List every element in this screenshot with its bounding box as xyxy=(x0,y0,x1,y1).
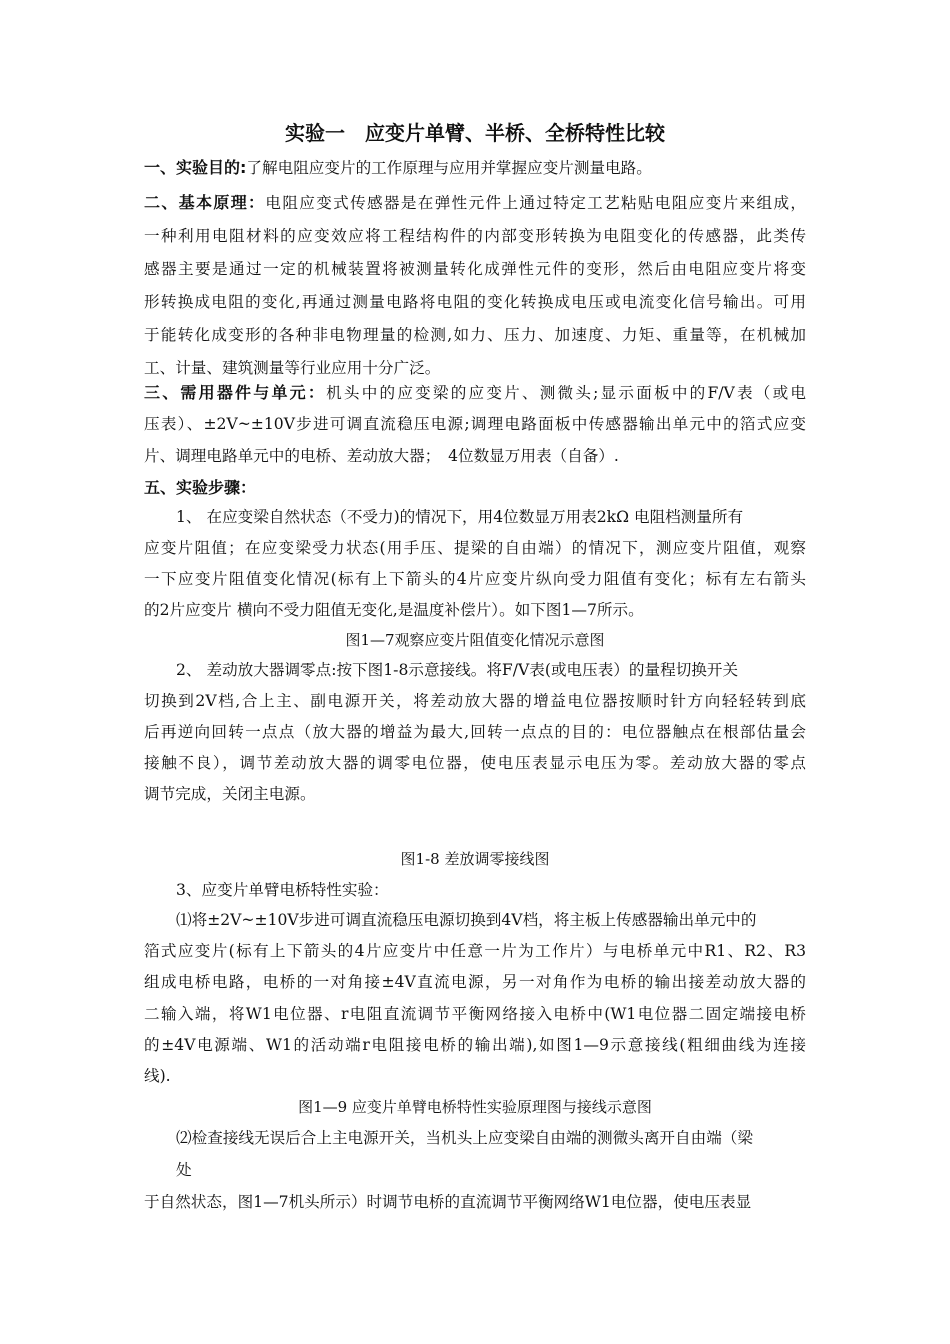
paragraph-line: 于自然状态，图1—7机头所示）时调节电桥的直流调节平衡网络W1电位器，使电压表显 xyxy=(144,1193,752,1211)
figure-caption: 图1—9 应变片单臂电桥特性实验原理图与接线示意图 xyxy=(298,1098,652,1116)
paragraph-line: 的2片应变片 横向不受力阻值无变化,是温度补偿片）。如下图1—7所示。 xyxy=(144,601,644,619)
paragraph-line: 2、 差动放大器调零点:按下图1-8示意接线。将F/V表(或电压表）的量程切换开关 xyxy=(176,661,739,679)
paragraph-line: 工、计量、建筑测量等行业应用十分广泛。 xyxy=(144,359,441,377)
paragraph-line: 箔式应变片(标有上下箭头的4片应变片中任意一片为工作片）与电桥单元中R1、R2、R3 xyxy=(144,942,806,960)
paragraph-line: 一种利用电阻材料的应变效应将工程结构件的内部变形转换为电阻变化的传感器，此类传 xyxy=(144,227,806,245)
equipment-text: 机头中的应变梁的应变片、测微头;显示面板中的F/V表（或电 xyxy=(326,384,806,402)
steps-heading: 五、实验步骤： xyxy=(144,478,257,497)
paragraph-line: 切换到2V档,合上主、副电源开关，将差动放大器的增益电位器按顺时针方向轻轻转到底 xyxy=(144,692,806,710)
objective-line xyxy=(144,158,652,178)
paragraph-line: 压表）、±2V~±10V步进可调直流稳压电源;调理电路面板中传感器输出单元中的箔式应变 xyxy=(144,415,806,433)
paragraph-line: 的±4V电源端、W1的活动端r电阻接电桥的输出端),如图1—9示意接线(粗细曲线为连接 xyxy=(144,1036,806,1054)
paragraph-line: ⑵检查接线无误后合上主电源开关，当机头上应变梁自由端的测微头离开自由端（梁 xyxy=(176,1129,753,1147)
figure-caption: 图1-8 差放调零接线图 xyxy=(400,850,550,868)
paragraph-line: 接触不良），调节差动放大器的调零电位器，使电压表显示电压为零。差动放大器的零点 xyxy=(144,754,806,772)
objective-text: 了解电阻应变片的工作原理与应用并掌握应变片测量电路。 xyxy=(246,159,652,177)
paragraph-line: 后再逆向回转一点点（放大器的增益为最大,回转一点点的目的：电位器触点在根部估量会 xyxy=(144,723,806,741)
paragraph-line: 线). xyxy=(144,1067,171,1085)
paragraph-line: 1、 在应变梁自然状态（不受力)的情况下，用4位数显万用表2kΩ 电阻档测量所有 xyxy=(176,508,744,526)
paragraph-line: 应变片阻值；在应变梁受力状态(用手压、提梁的自由端）的情况下，测应变片阻值，观察 xyxy=(144,539,806,557)
figure-caption: 图1—7观察应变片阻值变化情况示意图 xyxy=(345,631,605,649)
paragraph-line: 于能转化成变形的各种非电物理量的检测,如力、压力、加速度、力矩、重量等，在机械加 xyxy=(144,326,806,344)
objective-heading: 一、实验目的: xyxy=(144,158,247,177)
paragraph-line: 感器主要是通过一定的机械装置将被测量转化成弹性元件的变形，然后由电阻应变片将变 xyxy=(144,260,806,278)
paragraph-line: ⑴将±2V~±10V步进可调直流稳压电源切换到4V档，将主板上传感器输出单元中的 xyxy=(176,911,757,929)
paragraph-line: 组成电桥电路，电桥的一对角接±4V直流电源，另一对角作为电桥的输出接差动放大器的 xyxy=(144,973,806,991)
paragraph-line: 片、调理电路单元中的电桥、差动放大器； 4位数显万用表（自备）. xyxy=(144,447,619,465)
principle-heading: 二、基本原理： xyxy=(144,193,266,212)
page-title: 实验一 应变片单臂、半桥、全桥特性比较 xyxy=(285,121,665,145)
equipment-line-1 xyxy=(144,383,806,403)
paragraph-line: 形转换成电阻的变化,再通过测量电路将电阻的变化转换成电压或电流变化信号输出。可用 xyxy=(144,293,806,311)
equipment-heading: 三、需用器件与单元： xyxy=(144,383,327,402)
paragraph-line: 处 xyxy=(176,1161,192,1179)
paragraph-line: 一下应变片阻值变化情况(标有上下箭头的4片应变片纵向受力阻值有变化；标有左右箭头 xyxy=(144,570,806,588)
principle-line-1 xyxy=(144,193,806,213)
paragraph-line: 3、应变片单臂电桥特性实验： xyxy=(176,881,389,899)
paragraph-line: 调节完成，关闭主电源。 xyxy=(144,785,316,803)
principle-text: 电阻应变式传感器是在弹性元件上通过特定工艺粘贴电阻应变片来组成， xyxy=(265,194,806,212)
paragraph-line: 二输入端，将W1电位器、r电阻直流调节平衡网络接入电桥中(W1电位器二固定端接电桥 xyxy=(144,1005,806,1023)
